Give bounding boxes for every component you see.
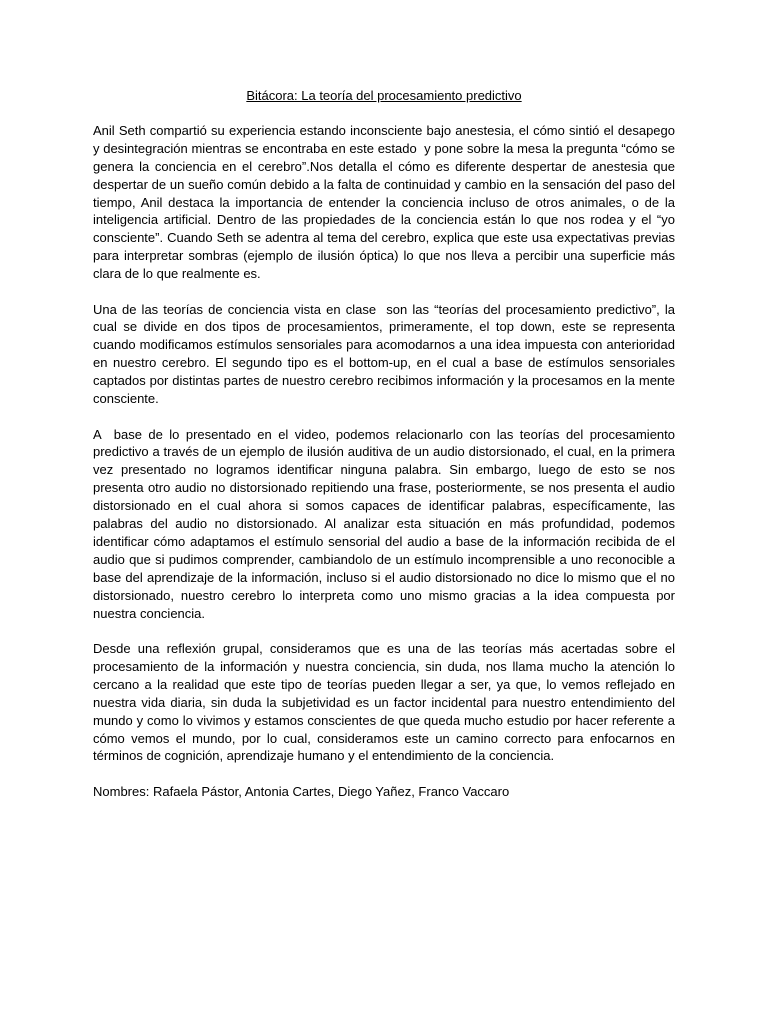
author-names: Nombres: Rafaela Pástor, Antonia Cartes, Diego Yañez, Franco Vaccaro <box>93 783 510 799</box>
paragraph-2: Una de las teorías de conciencia vista en clase son las “teorías del procesamiento predictivo”, la cual se divide en dos tipos de procesamientos, primeramente, el top down, este se representa cuando modificamos estímulos sensoriales para acomodarnos a una idea impuesta con anterioridad en nuestro cerebro. El segundo tipo es el bottom-up, en el cual a base de estímulos sensoriales captados por distintas partes de nuestro cerebro recibimos información y la procesamos en la mente consciente. <box>93 301 679 407</box>
paragraph-1: Anil Seth compartió su experiencia estando inconsciente bajo anestesia, el cómo sintió el desapego y desintegración mientras se encontraba en este estado y pone sobre la mesa la pregunta “cómo se genera la conciencia en el cerebro”.Nos detalla el cómo es diferente despertar de anestesia que despertar de un sueño común debido a la falta de continuidad y cambio en la sensación del paso del tiempo, Anil destaca la importancia de entender la conciencia incluso de otros animales, o de la inteligencia artificial. Dentro de las propiedades de la conciencia están lo que nos rodea y el “yo consciente”. Cuando Seth se adentra al tema del cerebro, explica que este usa expectativas previas para interpretar sombras (ejemplo de ilusión óptica) lo que nos lleva a percibir una superficie más clara de lo que realmente es. <box>93 122 679 282</box>
paragraph-4: Desde una reflexión grupal, consideramos que es una de las teorías más acertadas sobre el procesamiento de la información y nuestra conciencia, sin duda, nos llama mucho la atención lo cercano a la realidad que este tipo de teorías pueden llegar a ser, ya que, lo vemos reflejado en nuestra vida diaria, sin duda la subjetividad es un factor incidental para nuestro entendimiento del mundo y como lo vivimos y estamos conscientes de que queda mucho estudio por hacer referente a cómo vemos el mundo, por lo cual, consideramos este un camino correcto para enfocarnos en términos de cognición, aprendizaje humano y el entendimiento de la conciencia. <box>93 640 679 764</box>
document-page <box>93 87 679 801</box>
document-title: Bitácora: La teoría del procesamiento predictivo <box>246 88 522 103</box>
paragraph-3: A base de lo presentado en el video, podemos relacionarlo con las teorías del procesamiento predictivo a través de un ejemplo de ilusión auditiva de un audio distorsionado, el cual, en la primera vez presentado no logramos identificar ninguna palabra. Sin embargo, luego de esto se nos presenta otro audio no distorsionado repitiendo una frase, posteriormente, se nos presenta el audio distorsionado en el cual ahora si somos capaces de identificar palabras, específicamente, las palabras del audio no distorsionado. Al analizar esta situación en más profundidad, podemos identificar cómo adaptamos el estímulo sensorial del audio a base de la información recibida de el audio que si pudimos comprender, cambiandolo de un estímulo incomprensible a uno reconocible a base del aprendizaje de la información, incluso si el audio distorsionado no dice lo mismo que el no distorsionado, nuestro cerebro lo interpreta como uno mismo gracias a la idea compuesta por nuestra conciencia. <box>93 426 679 621</box>
